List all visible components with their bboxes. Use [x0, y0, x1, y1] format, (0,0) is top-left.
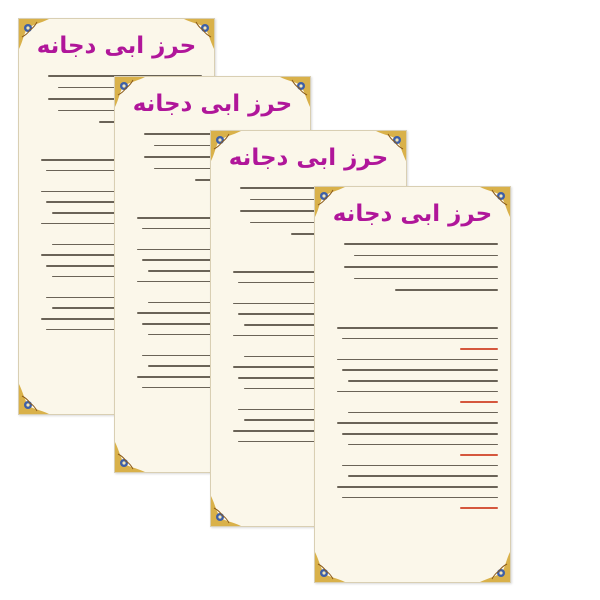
ornament-corner-icon	[315, 187, 345, 217]
prayer-text-block	[327, 327, 498, 518]
ornament-corner-icon	[376, 131, 406, 161]
ornament-corner-icon	[19, 19, 49, 49]
card-title: حرز ابی دجانه	[36, 33, 197, 59]
ornament-corner-icon	[280, 77, 310, 107]
ornament-corner-icon	[480, 187, 510, 217]
ornament-corner-icon	[211, 496, 241, 526]
ornament-corner-icon	[480, 552, 510, 582]
ornament-corner-icon	[315, 552, 345, 582]
intro-text-block	[327, 243, 498, 301]
card-title: حرز ابی دجانه	[228, 145, 389, 171]
ornament-corner-icon	[211, 131, 241, 161]
talisman-card-4	[314, 186, 511, 583]
card-title: حرز ابی دجانه	[332, 201, 493, 227]
ornament-corner-icon	[184, 19, 214, 49]
card-title: حرز ابی دجانه	[132, 91, 293, 117]
ornament-corner-icon	[115, 442, 145, 472]
ornament-corner-icon	[19, 384, 49, 414]
ornament-corner-icon	[115, 77, 145, 107]
